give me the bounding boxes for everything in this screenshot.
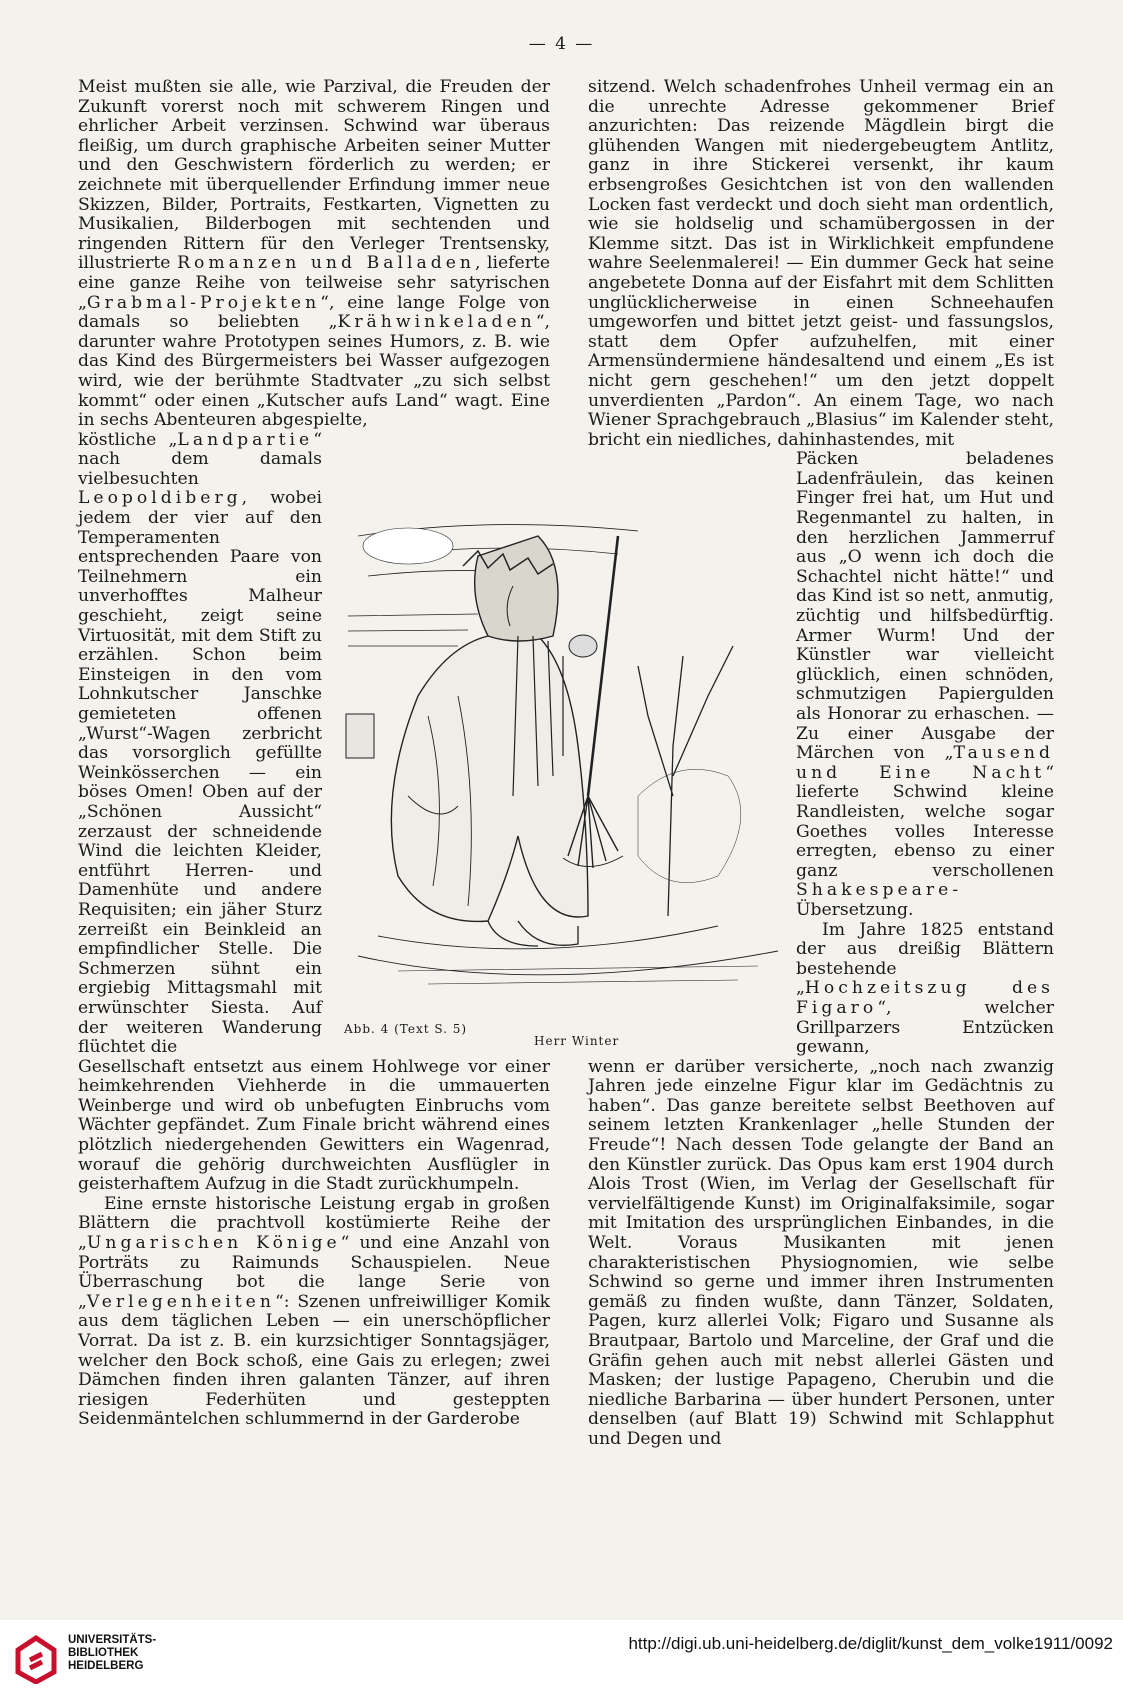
left-paragraph-1: Meist mußten sie alle, wie Parzival, die Freuden der Zukunft vorerst noch mit schwerem Ringen und ehrlicher Arbeit verzinsen. Schwind war überaus fleißig, um durch graphische Arbeiten seiner Mutter und den Geschwistern förderlich zu werden; er zeichnete mit überquellender Erfindung immer neue Skizzen, Bilder, Portraits, Festkarten, Vignetten zu Musikalien, Bilderbogen mit sechtenden und ringenden Rittern für den Verleger Trentsensky, illustrierte Romanzen und Balladen, lieferte eine ganze Reihe von teilweise sehr satyrischen „Grabmal-Projekten“, eine lange Folge von damals so beliebten „Krähwinkeladen“, darunter wahre Prototypen seines Humors, z. B. wie das Kind des Bürgermeisters bei Wasser aufgezogen wird, wie der berühmte Stadtvater „zu sich selbst kommt“ oder einen „Kutscher aufs Land“ wagt. Eine in sechs Abenteuren abgespielte,	[78, 77, 550, 431]
right-paragraph-1: sitzend. Welch schadenfrohes Unheil vermag ein an die unrechte Adresse gekommener Brief anzurichten: Das reizende Mägdlein birgt die glühenden Wangen mit niedergebeugtem Antlitz, ganz in ihre Stickerei versenkt, ihr kaum erbsengroßes Gesichtchen ist von den wallenden Locken fast verdeckt und doch sieht man ordentlich, wie sie holdselig und schamübergossen in der Klemme sitzt. Das ist in Wirklichkeit empfundene wahre Seelenmalerei! — Ein dummer Geck hat seine angebetete Donna auf der Eisfahrt mit dem Schlitten unglücklicherweise in einen Schneehaufen umgeworfen und bittet jetzt geist- und fassungslos, statt dem Opfer aufzuhelfen, mit einer Armensündermiene händesaltend und einem „Es ist nicht gern geschehen!“ um den jetzt doppelt unverdienten „Pardon“. An einem Tage, wo nach Wiener Sprachgebrauch „Blasius“ im Kalender steht, bricht ein niedliches, dahinhastendes, mit	[588, 77, 1054, 450]
footer-bar	[0, 1620, 1123, 1702]
page-number: — 4 —	[528, 34, 595, 54]
library-name: UNIVERSITÄTS- BIBLIOTHEK HEIDELBERG	[68, 1634, 157, 1672]
right-paragraph-2: wenn er darüber versicherte, „noch nach zwanzig Jahren jede einzelne Figur klar im Gedächtnis zu haben“. Das ganze bereitete selbst Beethoven auf seinem letzten Krankenlager „helle Stunden der Freude“! Nach dessen Tode gelangte der Band an den Künstler zurück. Das Opus kam erst 1904 durch Alois Trost (Wien, im Verlag der Gesellschaft für vervielfältigende Kunst) im Originalfaksimile, sogar mit Imitation des ursprünglichen Einbandes, in die Welt. Voraus Musikanten mit jenen charakteristischen Physiognomien, wie selbe Schwind so gerne und immer ihren Instrumenten gemäß zu finden wußte, dann Tänzer, Soldaten, Pagen, kurz allerlei Volk; Figaro und Susanne als Brautpaar, Bartolo und Marceline, der Graf und die Gräfin gehen auch mit nebst allerlei Gästen und Masken; der lustige Papageno, Cherubin und die niedliche Barbarina — über hundert Personen, unter denselben (auf Blatt 19) Schwind mit Schlapphut und Degen und	[588, 1056, 1054, 1449]
illustration-herr-winter	[338, 496, 798, 1006]
right-narrow-text: Päcken beladenes Ladenfräulein, das keinen Finger frei hat, um Hut und Regenmantel zu halten, in den herzlichen Jammerruf aus „O wenn ich doch die Schachtel nicht hätte!“ und das Kind ist so nett, anmutig, züchtig und hilfsbedürftig. Armer Wurm! Und der Künstler war vielleicht glücklich, einen schnöden, schmutzigen Papiergulden als Honorar zu erhaschen. — Zu einer Ausgabe der Märchen von „Tausend und Eine Nacht“ lieferte Schwind kleine Randleisten, welche sogar Goethes volles Interesse erregten, ebenso zu einer ganz verschollenen Shakespeare-Übersetzung. Im Jahre 1825 entstand der aus dreißig Blättern bestehende „Hochzeitszug des Figaro“, welcher Grillparzers Entzücken gewann,	[796, 449, 1054, 1058]
figure-caption: Herr Winter	[534, 1034, 620, 1048]
left-paragraph-2: Gesellschaft entsetzt aus einem Hohlwege vor einer heimkehrenden Viehherde in die ummauerten Weinberge und wird ob unbefugten Einbruchs vom Wächter gepfändet. Zum Finale bricht während eines plötzlich niedergehenden Gewitters ein Wagenrad, worauf die gehörig durchweichten Ausflügler in geisterhaftem Aufzug in die Stadt zurückhumpeln.	[78, 1056, 550, 1195]
winter-figure-drawing	[338, 496, 798, 1006]
figure-label: Abb. 4 (Text S. 5)	[344, 1022, 468, 1036]
left-narrow-text: köstliche „Landpartie“ nach dem damals vielbesuchten Leopoldiberg, wobei jedem der vier auf den Temperamenten entsprechenden Paare von Teilnehmern ein unverhofftes Malheur geschieht, zeigt seine Virtuosität, mit dem Stift zu erzählen. Schon beim Einsteigen in den vom Lohnkutscher Janschke gemieteten offenen „Wurst“-Wagen zerbricht das vorsorglich gefüllte Weinkösserchen — ein böses Omen! Oben auf der „Schönen Aussicht“ zerzaust der schneidende Wind die leichten Kleider, entführt Herren- und Damenhüte und andere Requisiten; ein jäher Sturz zerreißt ein Beinkleid an empfindlicher Stelle. Die Schmerzen sühnt ein ergiebig Mittagsmahl mit erwünschter Siesta. Auf der weiteren Wanderung flüchtet die	[78, 429, 322, 1058]
source-url-link[interactable]: http://digi.ub.uni-heidelberg.de/diglit/kunst_dem_volke1911/0092	[628, 1634, 1113, 1653]
left-paragraph-3: Eine ernste historische Leistung ergab in großen Blättern die prachtvoll kostümierte Reihe der „Ungarischen Könige“ und eine Anzahl von Porträts zu Raimunds Schauspielen. Neue Überraschung bot die lange Serie von „Verlegenheiten“: Szenen unfreiwilliger Komik aus dem täglichen Leben — ein unerschöpflicher Vorrat. Da ist z. B. ein kurzsichtiger Sonntagsjäger, welcher den Bock schoß, eine Gais zu erlegen; zwei Dämchen finden ihren galanten Tänzer, auf ihren riesigen Federhüten und gesteppten Seidenmäntelchen schlummernd in der Garderobe	[78, 1193, 550, 1430]
library-logo-icon	[12, 1632, 60, 1688]
